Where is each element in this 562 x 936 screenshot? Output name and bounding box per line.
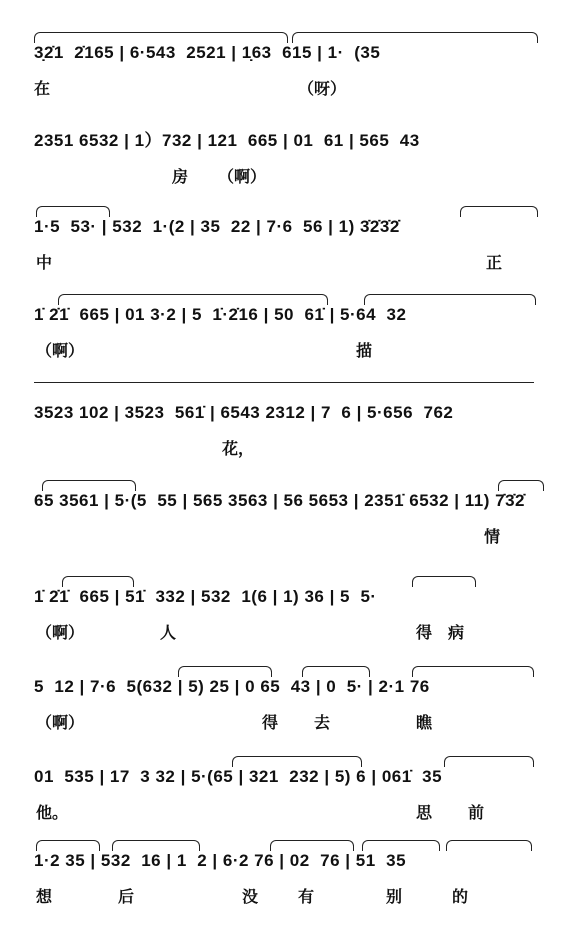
notation-line: 01 535 | 17 3 32 | 5·(65 | 321 232 | 5) 6 | 061̇ 35: [34, 767, 443, 786]
music-system-5: [0, 396, 562, 488]
lyric-syllable: （啊）: [36, 623, 85, 642]
notation-line: 2351 6532 | 1）732 | 121 665 | 01 61 | 565 43: [34, 131, 420, 150]
lyric-syllable: 花，: [222, 439, 255, 458]
lyric-syllable: 有: [298, 887, 315, 906]
lyrics-line: [0, 710, 562, 736]
notation-line: 5 12 | 7·6 5(632 | 5) 25 | 0 65 43 | 0 5· | 2·1 76: [34, 677, 430, 696]
lyric-syllable: （啊）: [218, 167, 267, 186]
lyric-syllable: 没: [242, 887, 259, 906]
lyrics-line: [0, 76, 562, 102]
lyric-syllable: 情: [484, 527, 501, 546]
lyric-syllable: 在: [34, 79, 51, 98]
lyrics-line: [0, 884, 562, 910]
music-system-4: [0, 298, 562, 390]
lyric-syllable: 想: [36, 887, 53, 906]
lyric-syllable: 得: [416, 623, 433, 642]
lyrics-line: [0, 338, 562, 364]
notation-line: 3523 102 | 3523 561̇ | 6543 2312 | 7 6 | 5·656 762: [34, 403, 454, 422]
notation-line: 1̇ 2̇1̇ 665 | 51̇ 332 | 532 1(6 | 1) 36 | 5 5·: [34, 587, 377, 606]
notation-line: 1̇ 2̇1̇ 665 | 01 3·2 | 5 1̇·2̇16 | 50 61̇ | 5·64 32: [34, 305, 407, 324]
lyric-syllable: 病: [448, 623, 465, 642]
lyric-syllable: 人: [160, 623, 177, 642]
lyrics-line: [0, 800, 562, 826]
lyric-syllable: 得: [262, 713, 279, 732]
music-system-6: [0, 484, 562, 576]
divider-rule: [34, 382, 534, 383]
notation-line: 3̣2̇1 2̇165 | 6·543 2521 | 1̣63 615 | 1· (35: [34, 43, 381, 62]
lyrics-line: [0, 164, 562, 190]
music-system-9: [0, 760, 562, 852]
music-system-2: [0, 124, 562, 216]
music-system-10: [0, 844, 562, 936]
lyric-syllable: 他。: [36, 803, 69, 822]
lyric-syllable: 别: [386, 887, 403, 906]
lyrics-line: [0, 524, 562, 550]
lyric-syllable: 正: [486, 253, 503, 272]
lyric-syllable: 房: [172, 167, 189, 186]
notation-line: 65 3561 | 5·(5 55 | 565 3563 | 56 5653 | 2351̇ 6532 | 11) 7̇3̇2̇: [34, 491, 525, 510]
lyric-syllable: 瞧: [416, 713, 433, 732]
music-system-7: [0, 580, 562, 672]
music-system-8: [0, 670, 562, 762]
lyrics-line: [0, 436, 562, 462]
lyrics-line: [0, 620, 562, 646]
lyric-syllable: （啊）: [36, 341, 85, 360]
lyric-syllable: 去: [314, 713, 331, 732]
lyric-syllable: （啊）: [36, 713, 85, 732]
lyric-syllable: 中: [36, 253, 53, 272]
lyric-syllable: 后: [118, 887, 135, 906]
lyric-syllable: 的: [452, 887, 469, 906]
lyric-syllable: 前: [468, 803, 485, 822]
lyric-syllable: 描: [356, 341, 373, 360]
notation-line: 1·2 35 | 532 16 | 1 2 | 6·2 76 | 02 76 | 51 35: [34, 851, 407, 870]
lyric-syllable: 思: [416, 803, 433, 822]
lyric-syllable: （呀）: [298, 79, 347, 98]
notation-line: 1·5 53· | 532 1·(2 | 35 22 | 7·6 56 | 1) 3̇2̇3̇2̇: [34, 217, 400, 236]
music-system-1: [0, 36, 562, 128]
music-system-3: [0, 210, 562, 302]
lyrics-line: [0, 250, 562, 276]
